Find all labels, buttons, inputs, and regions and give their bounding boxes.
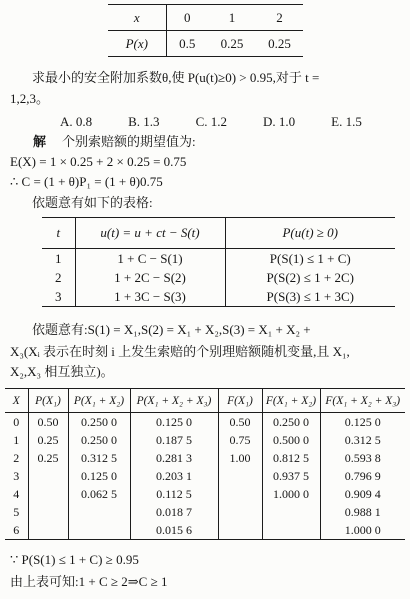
option-d: D. 1.0 — [262, 114, 296, 129]
table-cell: 0.25 — [220, 35, 244, 51]
premium-formula: ∴ C = (1 + θ)P₁ = (1 + θ)0.75 — [10, 174, 163, 189]
table-header-cell: P(X₁ + X₂ + X₃) — [130, 389, 218, 413]
table-cell: 0.500 0 — [262, 431, 320, 449]
table-cell: 0.25 — [28, 449, 68, 467]
table-cell: P(S(3) ≤ 1 + 3C) — [225, 287, 395, 307]
table-cell: 5 — [13, 504, 20, 519]
table-cell — [218, 503, 262, 521]
table-cell: 0.5 — [179, 35, 196, 51]
table-cell — [28, 503, 68, 521]
table-cell: 0.125 0 — [130, 413, 218, 432]
table-cell — [28, 485, 68, 503]
table-cell: 0.312 5 — [320, 431, 405, 449]
table-header-cell: F(X₁) — [218, 389, 262, 413]
table-cell: 1.000 0 — [320, 521, 405, 540]
table-row — [5, 431, 405, 449]
option-c: C. 1.2 — [195, 114, 227, 129]
aggregate-claims-table — [5, 388, 405, 540]
surplus-table — [42, 217, 395, 307]
table-cell: 0.75 — [218, 431, 262, 449]
table-row — [108, 31, 303, 57]
table-cell: 0.125 0 — [320, 413, 405, 432]
table-cell: 0.125 0 — [68, 467, 130, 485]
table-cell: 3 — [13, 468, 20, 483]
table-row — [5, 467, 405, 485]
table-cell: 0.187 5 — [130, 431, 218, 449]
claim-distribution-table — [108, 4, 303, 57]
table-cell: 1 + C − S(1) — [75, 249, 225, 269]
table-cell: 0.015 6 — [130, 521, 218, 540]
table-cell: 1.00 — [218, 449, 262, 467]
table-cell: 0.593 8 — [320, 449, 405, 467]
table-row — [108, 5, 303, 31]
table-cell: 2 — [256, 5, 303, 31]
table-header-row — [5, 389, 405, 413]
table-cell: 0.50 — [28, 413, 68, 432]
table-cell: 0.062 5 — [68, 485, 130, 503]
table-row — [42, 287, 395, 307]
option-a: A. 0.8 — [60, 114, 93, 129]
table-cell — [68, 521, 130, 540]
table-row — [42, 249, 395, 269]
table-header-cell: F(X₁ + X₂) — [262, 389, 320, 413]
paragraph-line: X₃(Xᵢ 表示在时刻 i 上发生索赔的个别理赔额随机变量,且 X₁, — [10, 344, 350, 359]
table-cell: 1 + 2C − S(2) — [75, 268, 225, 287]
paragraph-line: 依题意有:S(1) = X₁,S(2) = X₁ + X₂,S(3) = X₁ + X₂ + — [32, 322, 311, 337]
table-cell: 3 — [55, 288, 62, 304]
table-cell — [218, 485, 262, 503]
table-cell: 0.909 4 — [320, 485, 405, 503]
table-header-cell: P(u(t) ≥ 0) — [225, 218, 395, 249]
table-row — [5, 413, 405, 432]
table-cell: 0.937 5 — [262, 467, 320, 485]
table-cell: 6 — [13, 522, 20, 537]
table-cell: x — [108, 5, 166, 31]
table-cell: 0.812 5 — [262, 449, 320, 467]
option-b: B. 1.3 — [128, 114, 160, 129]
table-cell: 1 — [13, 432, 20, 447]
table-cell: 0.796 9 — [320, 467, 405, 485]
table-cell — [68, 503, 130, 521]
solution-intro: 个别索赔额的期望值为: — [62, 134, 196, 149]
table-header-cell: F(X₁ + X₂ + X₃) — [320, 389, 405, 413]
table-cell: 2 — [55, 269, 62, 285]
table-cell: 0.281 3 — [130, 449, 218, 467]
table-cell: 0.203 1 — [130, 467, 218, 485]
paragraph-line: X₂,X₃ 相互独立)。 — [10, 364, 114, 379]
expectation-formula: E(X) = 1 × 0.25 + 2 × 0.25 = 0.75 — [10, 154, 187, 169]
table-cell: 1.000 0 — [262, 485, 320, 503]
table-cell: 1 — [55, 250, 62, 266]
table-row — [42, 268, 395, 287]
table-cell: 0.25 — [268, 35, 291, 51]
table-cell: P(S(1) ≤ 1 + C) — [225, 249, 395, 269]
table-header-cell: P(X₁) — [28, 389, 68, 413]
conclusion-result: 由上表可知:1 + C ≥ 2⇒C ≥ 1 — [10, 574, 168, 589]
table-header-cell: P(X₁ + X₂) — [68, 389, 130, 413]
table-row — [5, 503, 405, 521]
table-cell: 0.312 5 — [68, 449, 130, 467]
table-cell — [28, 467, 68, 485]
table-cell: 0.988 1 — [320, 503, 405, 521]
table-cell — [262, 521, 320, 540]
solution-label: 解 — [33, 134, 47, 149]
table-cell: 1 + 3C − S(3) — [75, 287, 225, 307]
table-cell: 0.112 5 — [130, 485, 218, 503]
table-cell: 0 — [166, 5, 208, 31]
problem-statement-line: 1,2,3。 — [10, 91, 50, 106]
table-header-row — [42, 218, 395, 249]
table-cell: 0 — [13, 414, 20, 429]
table-intro-text: 依题意有如下的表格: — [32, 195, 153, 210]
table-cell: 0.25 — [28, 431, 68, 449]
table-cell: 0.018 7 — [130, 503, 218, 521]
table-header-cell: t — [42, 218, 75, 249]
table-cell: 1 — [208, 5, 256, 31]
table-cell: P(S(2) ≤ 1 + 2C) — [225, 268, 395, 287]
table-cell: 0.50 — [218, 413, 262, 432]
problem-statement-line: 求最小的安全附加系数θ,使 P(u(t)≥0) > 0.95,对于 t = — [32, 70, 320, 85]
table-row — [5, 521, 405, 540]
table-row — [5, 449, 405, 467]
table-cell: P(x) — [108, 31, 166, 57]
table-cell — [218, 467, 262, 485]
solution-heading — [33, 132, 196, 152]
table-cell: 4 — [13, 486, 20, 501]
table-cell: 0.250 0 — [262, 413, 320, 432]
table-cell: 2 — [13, 450, 20, 465]
table-cell: 0.250 0 — [68, 413, 130, 432]
table-cell — [28, 521, 68, 540]
option-e: E. 1.5 — [331, 114, 362, 129]
answer-options — [60, 111, 362, 132]
table-cell — [218, 521, 262, 540]
table-row — [5, 485, 405, 503]
conclusion-condition: ∵ P(S(1) ≤ 1 + C) ≥ 0.95 — [10, 552, 139, 567]
table-header-cell: X — [5, 389, 28, 413]
table-cell: 0.250 0 — [68, 431, 130, 449]
table-header-cell: u(t) = u + ct − S(t) — [75, 218, 225, 249]
table-cell — [262, 503, 320, 521]
